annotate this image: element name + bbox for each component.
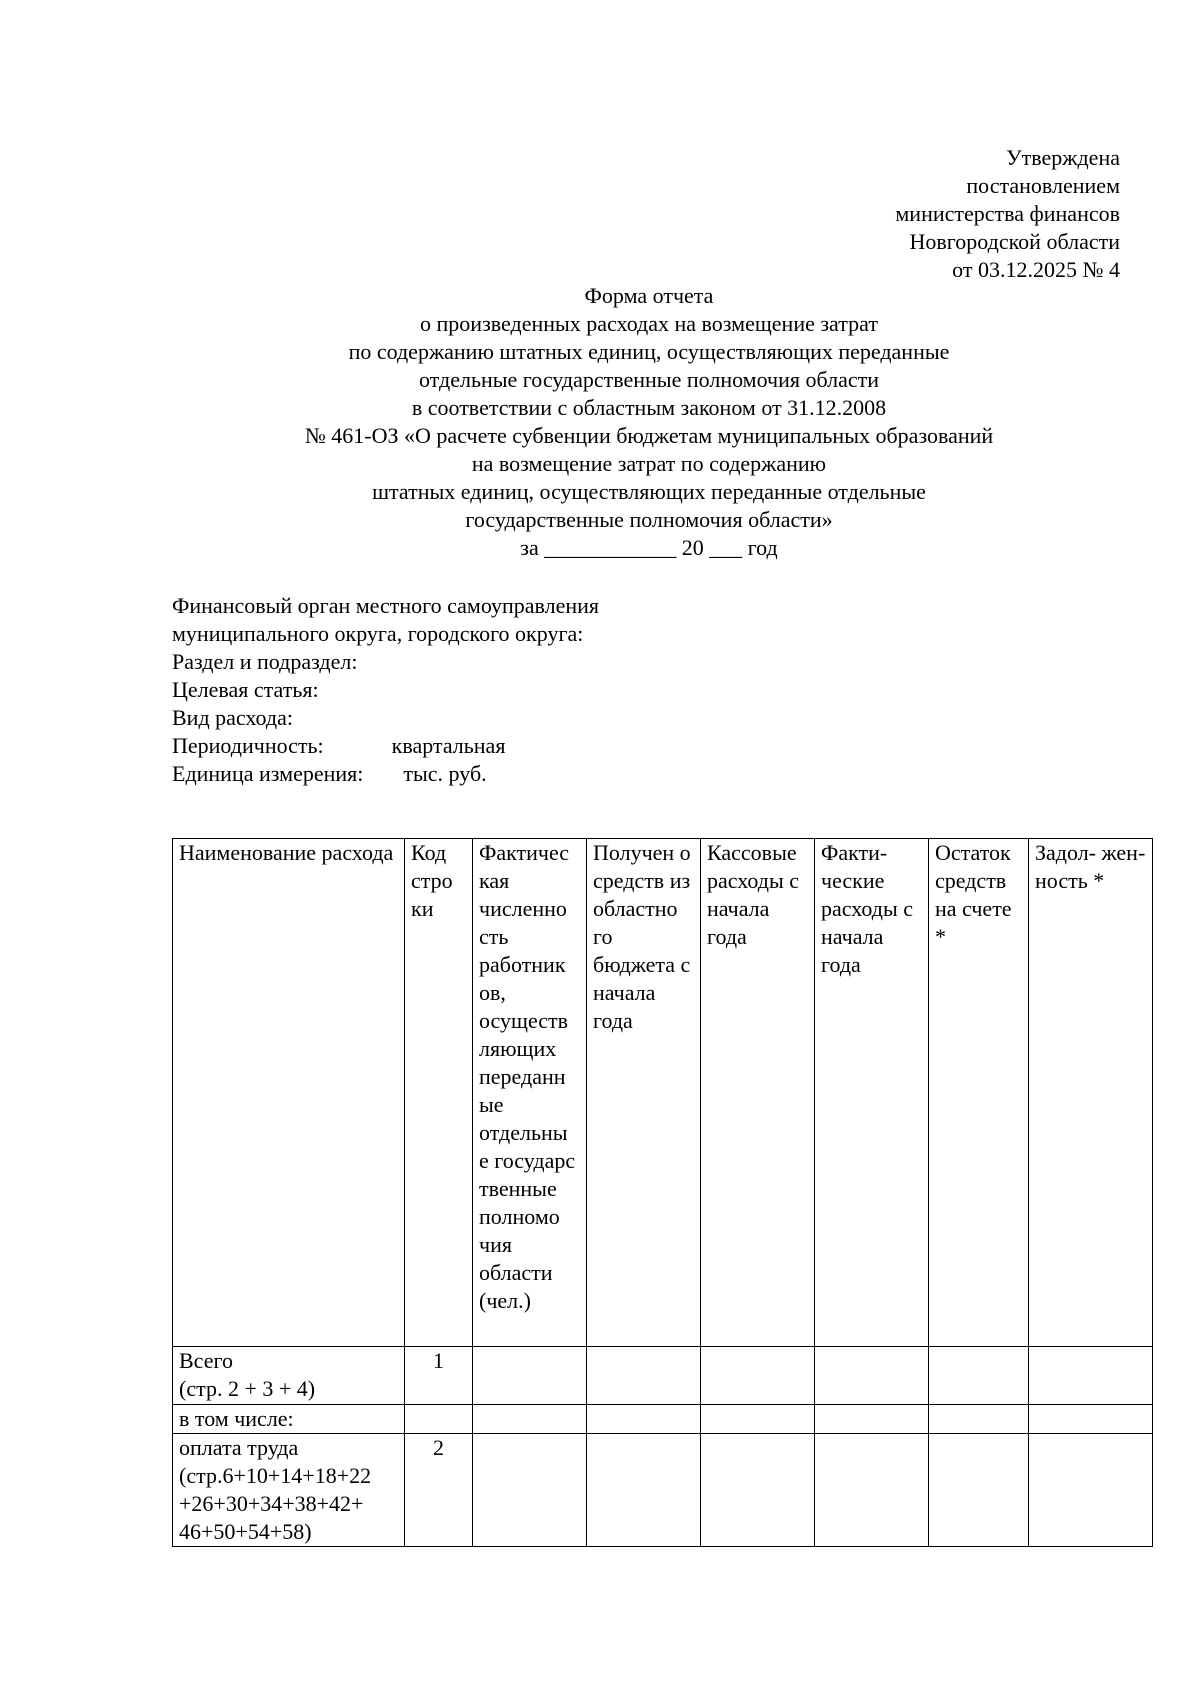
- header-code: Код стро ки: [405, 839, 473, 1347]
- empty-cell: [1029, 1434, 1153, 1547]
- empty-cell: [815, 1434, 929, 1547]
- table-row: [173, 1347, 1153, 1405]
- title-line: о произведенных расходах на возмещение затрат: [420, 311, 878, 336]
- approval-line: министерства финансов: [895, 201, 1120, 226]
- empty-cell: [587, 1434, 701, 1547]
- header-balance: Остаток средств на счете *: [929, 839, 1029, 1347]
- title-line: государственные полномочия области»: [465, 507, 833, 532]
- row-code: 1: [405, 1347, 473, 1405]
- title-line: в соответствии с областным законом от 31.12.2008: [411, 395, 887, 420]
- row-name: Всего: [179, 1348, 233, 1373]
- row-name-formula: (стр. 2 + 3 + 4): [179, 1376, 316, 1401]
- title-line: Форма отчета: [584, 283, 714, 308]
- empty-cell: [929, 1434, 1029, 1547]
- target-article-label: Целевая статья:: [172, 677, 319, 702]
- report-table: [172, 838, 1153, 1547]
- empty-cell: [1029, 1405, 1153, 1434]
- empty-cell: [473, 1347, 587, 1405]
- approval-line: Утверждена: [1006, 145, 1120, 170]
- empty-cell: [929, 1347, 1029, 1405]
- row-name-cell: [173, 1405, 405, 1434]
- empty-cell: [815, 1347, 929, 1405]
- empty-cell: [473, 1434, 587, 1547]
- header-actual-expenses: Факти- ческие расходы с начала года: [815, 839, 929, 1347]
- unit-value: тыс. руб.: [403, 761, 487, 786]
- periodicity-row: [172, 732, 599, 760]
- row-code: 2: [405, 1434, 473, 1547]
- unit-row: [172, 760, 599, 788]
- row-name-formula: +26+30+34+38+42+: [179, 1491, 364, 1516]
- empty-cell: [1029, 1347, 1153, 1405]
- report-meta: [172, 592, 599, 788]
- approval-line: Новгородской области: [909, 229, 1120, 254]
- title-line: отдельные государственные полномочия области: [418, 367, 880, 392]
- table-header-row: [173, 839, 1153, 1347]
- row-name-formula: 46+50+54+58): [179, 1519, 312, 1544]
- financial-body-label-cont: муниципального округа, городского округа:: [172, 621, 584, 646]
- table-row: [173, 1434, 1153, 1547]
- empty-cell: [587, 1405, 701, 1434]
- empty-cell: [701, 1347, 815, 1405]
- unit-label: Единица измерения:: [172, 761, 364, 786]
- periodicity-label: Периодичность:: [172, 733, 324, 758]
- empty-cell: [587, 1347, 701, 1405]
- approval-block: [895, 144, 1120, 284]
- empty-cell: [701, 1434, 815, 1547]
- title-period-line: за ____________ 20 ___ год: [520, 535, 778, 560]
- row-code: [405, 1405, 473, 1434]
- title-line: штатных единиц, осуществляющих переданные отдельные: [372, 479, 926, 504]
- empty-cell: [473, 1405, 587, 1434]
- header-received: Получен о средств из областно го бюджета с начала года: [587, 839, 701, 1347]
- header-cash-expenses: Кассовые расходы с начала года: [701, 839, 815, 1347]
- header-debt: Задол- жен- ность *: [1029, 839, 1153, 1347]
- title-line: № 461-ОЗ «О расчете субвенции бюджетам муниципальных образований: [304, 423, 994, 448]
- report-title: [0, 282, 1200, 562]
- row-name-formula: (стр.6+10+14+18+22: [179, 1463, 372, 1488]
- section-label: Раздел и подраздел:: [172, 649, 358, 674]
- title-line: на возмещение затрат по содержанию: [471, 451, 827, 476]
- row-name: оплата труда: [179, 1435, 299, 1460]
- approval-line: постановлением: [966, 173, 1120, 198]
- title-line: по содержанию штатных единиц, осуществляющих переданные: [348, 339, 950, 364]
- row-name-cell: [173, 1347, 405, 1405]
- header-name: Наименование расхода: [173, 839, 405, 1347]
- empty-cell: [815, 1405, 929, 1434]
- row-name: в том числе:: [179, 1406, 294, 1431]
- expense-type-label: Вид расхода:: [172, 705, 293, 730]
- empty-cell: [701, 1405, 815, 1434]
- periodicity-value: квартальная: [391, 733, 506, 758]
- approval-line: от 03.12.2025 № 4: [952, 257, 1120, 282]
- header-actual-staff: Фактичес кая численно сть работник ов, осуществ ляющих переданн ые отдельны е государс твенные полномо чия области (чел.): [473, 839, 587, 1347]
- empty-cell: [929, 1405, 1029, 1434]
- financial-body-label: Финансовый орган местного самоуправления: [172, 593, 600, 618]
- table-row: [173, 1405, 1153, 1434]
- row-name-cell: [173, 1434, 405, 1547]
